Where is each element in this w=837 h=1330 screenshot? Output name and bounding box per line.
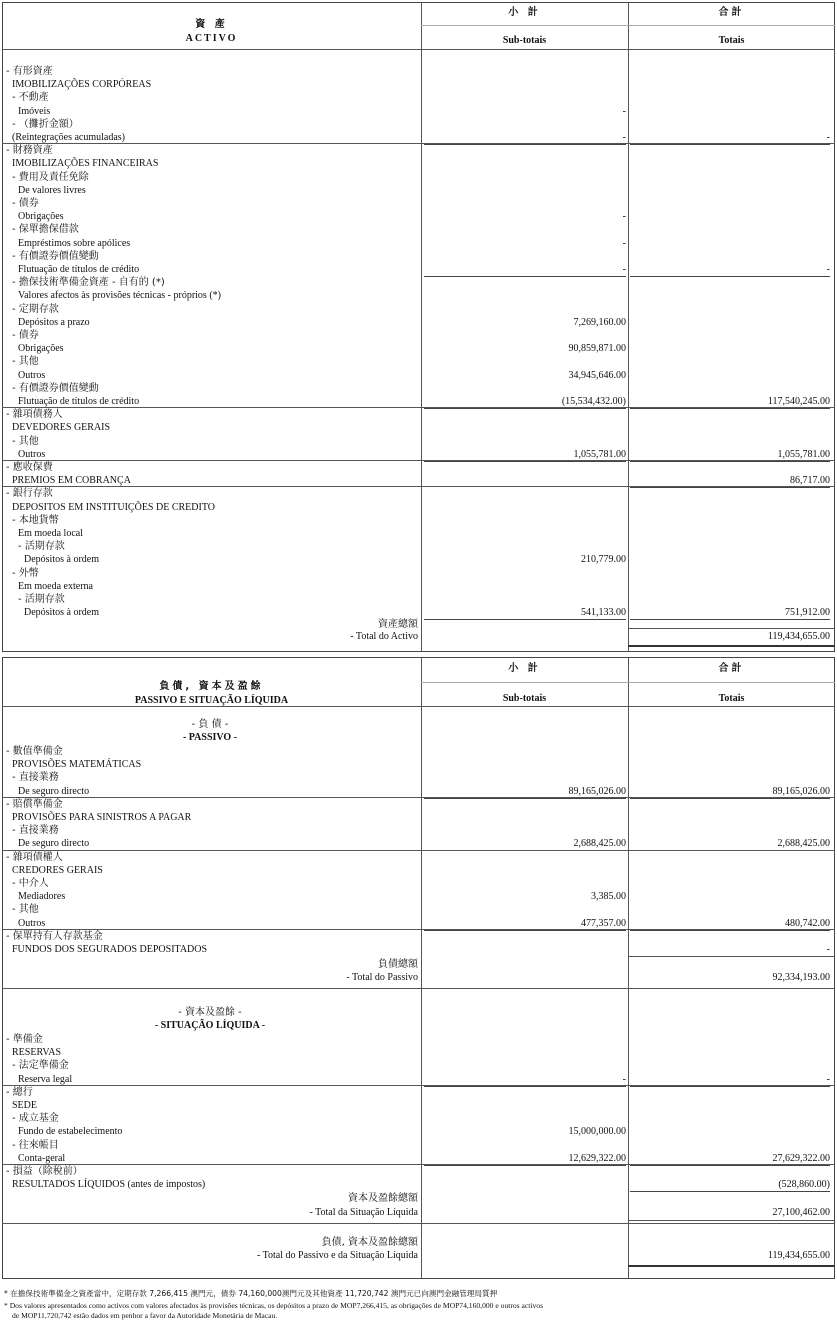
ledger-row-label bbox=[6, 157, 424, 170]
total-col-zh: 合計 bbox=[718, 7, 745, 18]
subtotal-value: 3,385.00 bbox=[591, 891, 626, 903]
total-underline bbox=[630, 276, 830, 277]
ledger-row-label bbox=[6, 930, 418, 943]
total-value: 86,717.00 bbox=[790, 475, 830, 487]
total-value: 1,055,781.00 bbox=[777, 448, 830, 460]
subtotal-value: - bbox=[622, 105, 626, 117]
ledger-label-text: PROVISÕES MATEMÁTICAS bbox=[12, 759, 142, 771]
ledger-row-label bbox=[6, 105, 430, 118]
total-value: - bbox=[826, 264, 830, 275]
ledger-label-text: Depósitos à ordem bbox=[24, 607, 99, 619]
ledger-row-label bbox=[6, 408, 418, 421]
ledger-row-label bbox=[6, 553, 436, 566]
subtotal-value: 7,269,160.00 bbox=[573, 316, 626, 328]
ledger-label-text: Depósitos a prazo bbox=[18, 316, 90, 328]
ledger-row-label bbox=[6, 1059, 424, 1072]
ledger-row-label bbox=[6, 1112, 424, 1125]
ledger-row-label bbox=[6, 758, 424, 771]
ledger-row-label bbox=[6, 474, 424, 487]
ledger-row-label bbox=[6, 184, 430, 197]
ledger-label-text: - 費用及責任免除 bbox=[12, 171, 89, 183]
ledger-row-label bbox=[6, 824, 424, 837]
ledger-row-label bbox=[6, 1033, 418, 1046]
total-value: - bbox=[826, 132, 830, 143]
ledger-label-text: De seguro directo bbox=[18, 785, 90, 797]
subtotal-value: 12,629,322.00 bbox=[568, 1152, 626, 1164]
ledger-label-text: IMOBILIZAÇÕES FINANCEIRAS bbox=[12, 158, 159, 170]
ledger-row-label bbox=[6, 171, 424, 184]
ledger-row-label bbox=[6, 1086, 418, 1099]
subtotal-value: 34,945,646.00 bbox=[568, 369, 626, 381]
subtotal-value: 89,165,026.00 bbox=[568, 785, 626, 797]
footnote-pt-line2: de MOP11,720,742 estão dados em penhor a favor da Autoridade Monetária de Macau. bbox=[12, 1311, 278, 1320]
subtotal-col-pt: Sub-totais bbox=[502, 35, 547, 46]
liab-section-pt: - PASSIVO - bbox=[182, 732, 238, 743]
ledger-row-label bbox=[6, 593, 430, 606]
ledger-label-text: Reserva legal bbox=[18, 1073, 73, 1085]
ledger-label-text: Fundo de estabelecimento bbox=[18, 1126, 123, 1138]
ledger-row-label bbox=[6, 223, 424, 236]
liab-section-zh: - 負 債 - bbox=[191, 719, 229, 730]
ledger-label-text: - 損益（除稅前） bbox=[6, 1166, 83, 1177]
ledger-label-text: DEVEDORES GERAIS bbox=[12, 422, 111, 434]
ledger-label-text: Flutuação de títulos de crédito bbox=[18, 396, 140, 407]
total-value: 751,912.00 bbox=[785, 607, 830, 619]
ledger-row-label bbox=[6, 131, 424, 144]
subtotal-value: (15,534,432.00) bbox=[561, 396, 626, 407]
total-value: 27,629,322.00 bbox=[772, 1152, 830, 1164]
ledger-row-label bbox=[6, 65, 418, 78]
liab-subtotal-col-pt: Sub-totais bbox=[502, 693, 547, 704]
footnote-pt-line1: * Dos valores apresentados como activos com valores afectados às provisões técnicas, os depósitos a prazo de MOP7,266,415, as obrigações de MOP74,160,000 e outros activos bbox=[4, 1301, 544, 1310]
ledger-row-label bbox=[6, 837, 430, 850]
subtotal-value: 541,133.00 bbox=[581, 607, 626, 619]
total-value: (528,860.00) bbox=[778, 1179, 830, 1191]
ledger-label-text: - 往來帳目 bbox=[12, 1139, 59, 1151]
ledger-label-text: RESULTADOS LÍQUIDOS (antes de impostos) bbox=[12, 1179, 206, 1191]
asset-total-value: 119,434,655.00 bbox=[767, 631, 830, 642]
ledger-row-label bbox=[6, 144, 418, 157]
ledger-row-label bbox=[6, 1073, 430, 1086]
ledger-row-label bbox=[6, 877, 424, 890]
liab-title-pt: PASSIVO E SITUAÇÃO LÍQUIDA bbox=[134, 695, 289, 706]
ledger-label-text: - 活期存款 bbox=[18, 594, 65, 605]
ledger-label-text: PROVISÕES PARA SINISTROS A PAGAR bbox=[12, 812, 192, 823]
ledger-label-text: - 保單擔保借款 bbox=[12, 224, 79, 236]
ledger-row-label bbox=[6, 864, 424, 877]
ledger-row-label bbox=[6, 745, 418, 758]
ledger-row-label bbox=[6, 316, 430, 329]
total-underline bbox=[630, 619, 830, 620]
ledger-row-label bbox=[6, 91, 424, 104]
ledger-label-text: Empréstimos sobre apólices bbox=[18, 237, 131, 249]
ledger-label-text: - 成立基金 bbox=[12, 1113, 59, 1125]
ledger-label-text: DEPOSITOS EM INSTITUIÇÕES DE CREDITO bbox=[12, 501, 215, 513]
ledger-label-text: - 保單持有人存款基金 bbox=[6, 930, 103, 942]
total-value: 2,688,425.00 bbox=[777, 838, 830, 850]
ledger-row-label bbox=[6, 342, 430, 355]
subtotal-value: - bbox=[622, 1073, 626, 1085]
liab-total-value: 92,334,193.00 bbox=[772, 972, 830, 983]
ledger-row-label bbox=[6, 303, 424, 316]
ledger-label-text: - 債券 bbox=[12, 198, 39, 209]
ledger-label-text: Obrigações bbox=[18, 211, 64, 223]
ledger-label-text: Valores afectos às provisões técnicas - próprios (*) bbox=[18, 290, 221, 302]
ledger-label-text: - 銀行存款 bbox=[6, 488, 53, 500]
liab-title-zh: 負債, 資本及盈餘 bbox=[159, 681, 264, 692]
ledger-label-text: - 有價證券價值變動 bbox=[12, 382, 99, 394]
ledger-row-label bbox=[6, 540, 430, 553]
ledger-row-label bbox=[6, 514, 424, 527]
ledger-row-label bbox=[6, 851, 418, 864]
ledger-row-label bbox=[6, 276, 424, 289]
subtotal-value: - bbox=[622, 132, 626, 143]
equity-total-label-pt: - Total da Situação Líquida bbox=[309, 1207, 418, 1218]
ledger-row-label bbox=[6, 78, 424, 91]
ledger-label-text: Outros bbox=[18, 369, 46, 381]
ledger-label-text: - 應收保費 bbox=[6, 462, 53, 473]
ledger-row-label bbox=[6, 903, 424, 916]
total-value: 480,742.00 bbox=[785, 917, 830, 929]
ledger-row-label bbox=[6, 943, 424, 956]
subtotal-underline bbox=[424, 276, 626, 277]
ledger-label-text: RESERVAS bbox=[12, 1047, 62, 1059]
ledger-label-text: Flutuação de títulos de crédito bbox=[18, 264, 140, 275]
ledger-label-text: - 擔保技術準備金資產 - 自有的 (*) bbox=[12, 277, 165, 289]
ledger-row-label bbox=[6, 798, 418, 811]
ledger-label-text: - 不動產 bbox=[12, 92, 49, 104]
total-value: 89,165,026.00 bbox=[772, 785, 830, 797]
ledger-label-text: - 雜項債權人 bbox=[6, 851, 63, 863]
ledger-label-text: PREMIOS EM COBRANÇA bbox=[12, 475, 131, 487]
ledger-label-text: Mediadores bbox=[18, 891, 66, 903]
ledger-label-text: - 其他 bbox=[12, 904, 39, 916]
ledger-label-text: - 債券 bbox=[12, 330, 39, 341]
ledger-label-text: - 本地貨幣 bbox=[12, 514, 59, 526]
ledger-row-label bbox=[6, 118, 424, 131]
subtotal-value: - bbox=[622, 211, 626, 223]
subtotal-value: - bbox=[622, 264, 626, 275]
liab-total-col-pt: Totais bbox=[718, 693, 745, 704]
asset-title-zh: 資 產 bbox=[195, 19, 228, 30]
ledger-row-label bbox=[6, 1125, 430, 1138]
ledger-label-text: (Reintegrações acumuladas) bbox=[12, 132, 126, 143]
ledger-row-label bbox=[6, 1046, 424, 1059]
ledger-label-text: - 雜項債務人 bbox=[6, 409, 63, 421]
liab-total-label-zh: 負債總額 bbox=[378, 959, 418, 970]
ledger-label-text: - 賠償準備金 bbox=[6, 798, 63, 810]
ledger-row-label bbox=[6, 580, 430, 593]
ledger-label-text: Outros bbox=[18, 448, 46, 460]
ledger-row-label bbox=[6, 1139, 424, 1152]
ledger-label-text: Imóveis bbox=[18, 105, 51, 117]
ledger-row-label bbox=[6, 487, 418, 500]
subtotal-value: 15,000,000.00 bbox=[568, 1126, 626, 1138]
ledger-row-label bbox=[6, 917, 430, 930]
total-underline bbox=[630, 1191, 830, 1192]
ledger-row-label bbox=[6, 1165, 418, 1178]
ledger-row-label bbox=[6, 250, 424, 263]
ledger-row-label bbox=[6, 382, 424, 395]
subtotal-value: 90,859,871.00 bbox=[568, 343, 626, 355]
ledger-row-label bbox=[6, 329, 424, 342]
ledger-label-text: - 財務資產 bbox=[6, 145, 53, 157]
asset-total-label-pt: - Total do Activo bbox=[350, 631, 418, 642]
ledger-row-label bbox=[6, 1099, 424, 1112]
subtotal-value: 210,779.00 bbox=[581, 554, 626, 566]
ledger-row-label bbox=[6, 461, 418, 474]
asset-total-label-zh: 資產總額 bbox=[378, 619, 418, 630]
liab-total-col-zh: 合計 bbox=[718, 663, 745, 674]
ledger-row-label bbox=[6, 355, 424, 368]
ledger-row-label bbox=[6, 567, 424, 580]
subtotal-underline bbox=[424, 619, 626, 620]
ledger-label-text: - 中介人 bbox=[12, 878, 49, 889]
footnote-zh: * 在擔保技術準備金之資產當中，定期存款 7,266,415 澳門元，債券 74,160,000澳門元及其他資產 11,720,742 澳門元已向澳門金融管理局質押 bbox=[4, 1289, 498, 1298]
ledger-label-text: - 有價證券價值變動 bbox=[12, 250, 99, 262]
ledger-label-text: Em moeda local bbox=[18, 528, 83, 539]
ledger-label-text: Outros bbox=[18, 917, 46, 929]
ledger-label-text: - 外幣 bbox=[12, 567, 39, 579]
ledger-row-label bbox=[6, 448, 430, 461]
ledger-label-text: Em moeda externa bbox=[18, 580, 93, 592]
ledger-label-text: - 定期存款 bbox=[12, 303, 59, 315]
ledger-label-text: De valores livres bbox=[18, 184, 86, 196]
ledger-row-label bbox=[6, 421, 424, 434]
equity-section-pt: - SITUAÇÃO LÍQUIDA - bbox=[154, 1020, 266, 1031]
ledger-label-text: - （攤折金額） bbox=[12, 118, 79, 130]
total-value: - bbox=[826, 944, 830, 955]
ledger-row-label bbox=[6, 811, 424, 824]
subtotal-col-zh: 小 計 bbox=[508, 7, 541, 18]
ledger-label-text: CREDORES GERAIS bbox=[12, 864, 103, 876]
ledger-row-label bbox=[6, 263, 430, 276]
subtotal-value: 2,688,425.00 bbox=[573, 838, 626, 850]
subtotal-value: - bbox=[622, 237, 626, 249]
ledger-label-text: - 其他 bbox=[12, 356, 39, 368]
ledger-label-text: Depósitos à ordem bbox=[24, 554, 99, 566]
ledger-row-label bbox=[6, 197, 424, 210]
grand-total-label-zh: 負債, 資本及盈餘總額 bbox=[321, 1237, 418, 1248]
liab-subtotal-col-zh: 小 計 bbox=[508, 663, 541, 674]
equity-total-value: 27,100,462.00 bbox=[772, 1207, 830, 1218]
ledger-row-label bbox=[6, 890, 430, 903]
ledger-row-label bbox=[6, 501, 424, 514]
total-col-pt: Totais bbox=[718, 35, 745, 46]
ledger-label-text: Conta-geral bbox=[18, 1152, 66, 1164]
ledger-label-text: IMOBILIZAÇÕES CORPÓREAS bbox=[12, 79, 152, 91]
asset-title-pt: ACTIVO bbox=[185, 33, 238, 44]
subtotal-value: 477,357.00 bbox=[581, 917, 626, 929]
equity-section-zh: - 資本及盈餘 - bbox=[178, 1007, 242, 1018]
ledger-row-label bbox=[6, 289, 430, 302]
ledger-label-text: - 法定準備金 bbox=[12, 1060, 69, 1072]
ledger-row-label bbox=[6, 785, 430, 798]
subtotal-value: 1,055,781.00 bbox=[573, 448, 626, 460]
ledger-row-label bbox=[6, 369, 430, 382]
ledger-label-text: - 有形資產 bbox=[6, 66, 53, 77]
ledger-row-label bbox=[6, 771, 424, 784]
ledger-label-text: Obrigações bbox=[18, 343, 64, 355]
ledger-label-text: De seguro directo bbox=[18, 838, 90, 850]
ledger-label-text: - 準備金 bbox=[6, 1034, 43, 1045]
ledger-row-label bbox=[6, 210, 430, 223]
grand-total-label-pt: - Total do Passivo e da Situação Líquida bbox=[256, 1250, 418, 1261]
ledger-label-text: SEDE bbox=[12, 1100, 37, 1111]
grand-total-value: 119,434,655.00 bbox=[767, 1250, 830, 1261]
equity-total-label-zh: 資本及盈餘總額 bbox=[348, 1193, 418, 1204]
ledger-label-text: - 數值準備金 bbox=[6, 746, 63, 757]
ledger-row-label bbox=[6, 1152, 430, 1165]
ledger-label-text: - 其他 bbox=[12, 435, 39, 447]
liab-total-label-pt: - Total do Passivo bbox=[346, 972, 418, 983]
ledger-label-text: - 直接業務 bbox=[12, 772, 59, 784]
ledger-row-label bbox=[6, 435, 424, 448]
ledger-row-label bbox=[6, 527, 430, 540]
ledger-row-label bbox=[6, 237, 430, 250]
ledger-label-text: - 直接業務 bbox=[12, 825, 59, 837]
ledger-label-text: - 活期存款 bbox=[18, 541, 65, 553]
ledger-label-text: FUNDOS DOS SEGURADOS DEPOSITADOS bbox=[12, 944, 208, 955]
ledger-row-label bbox=[6, 395, 430, 408]
total-value: 117,540,245.00 bbox=[767, 396, 830, 407]
total-value: - bbox=[826, 1073, 830, 1085]
ledger-row-label bbox=[6, 1178, 424, 1191]
ledger-label-text: - 總行 bbox=[6, 1086, 33, 1098]
